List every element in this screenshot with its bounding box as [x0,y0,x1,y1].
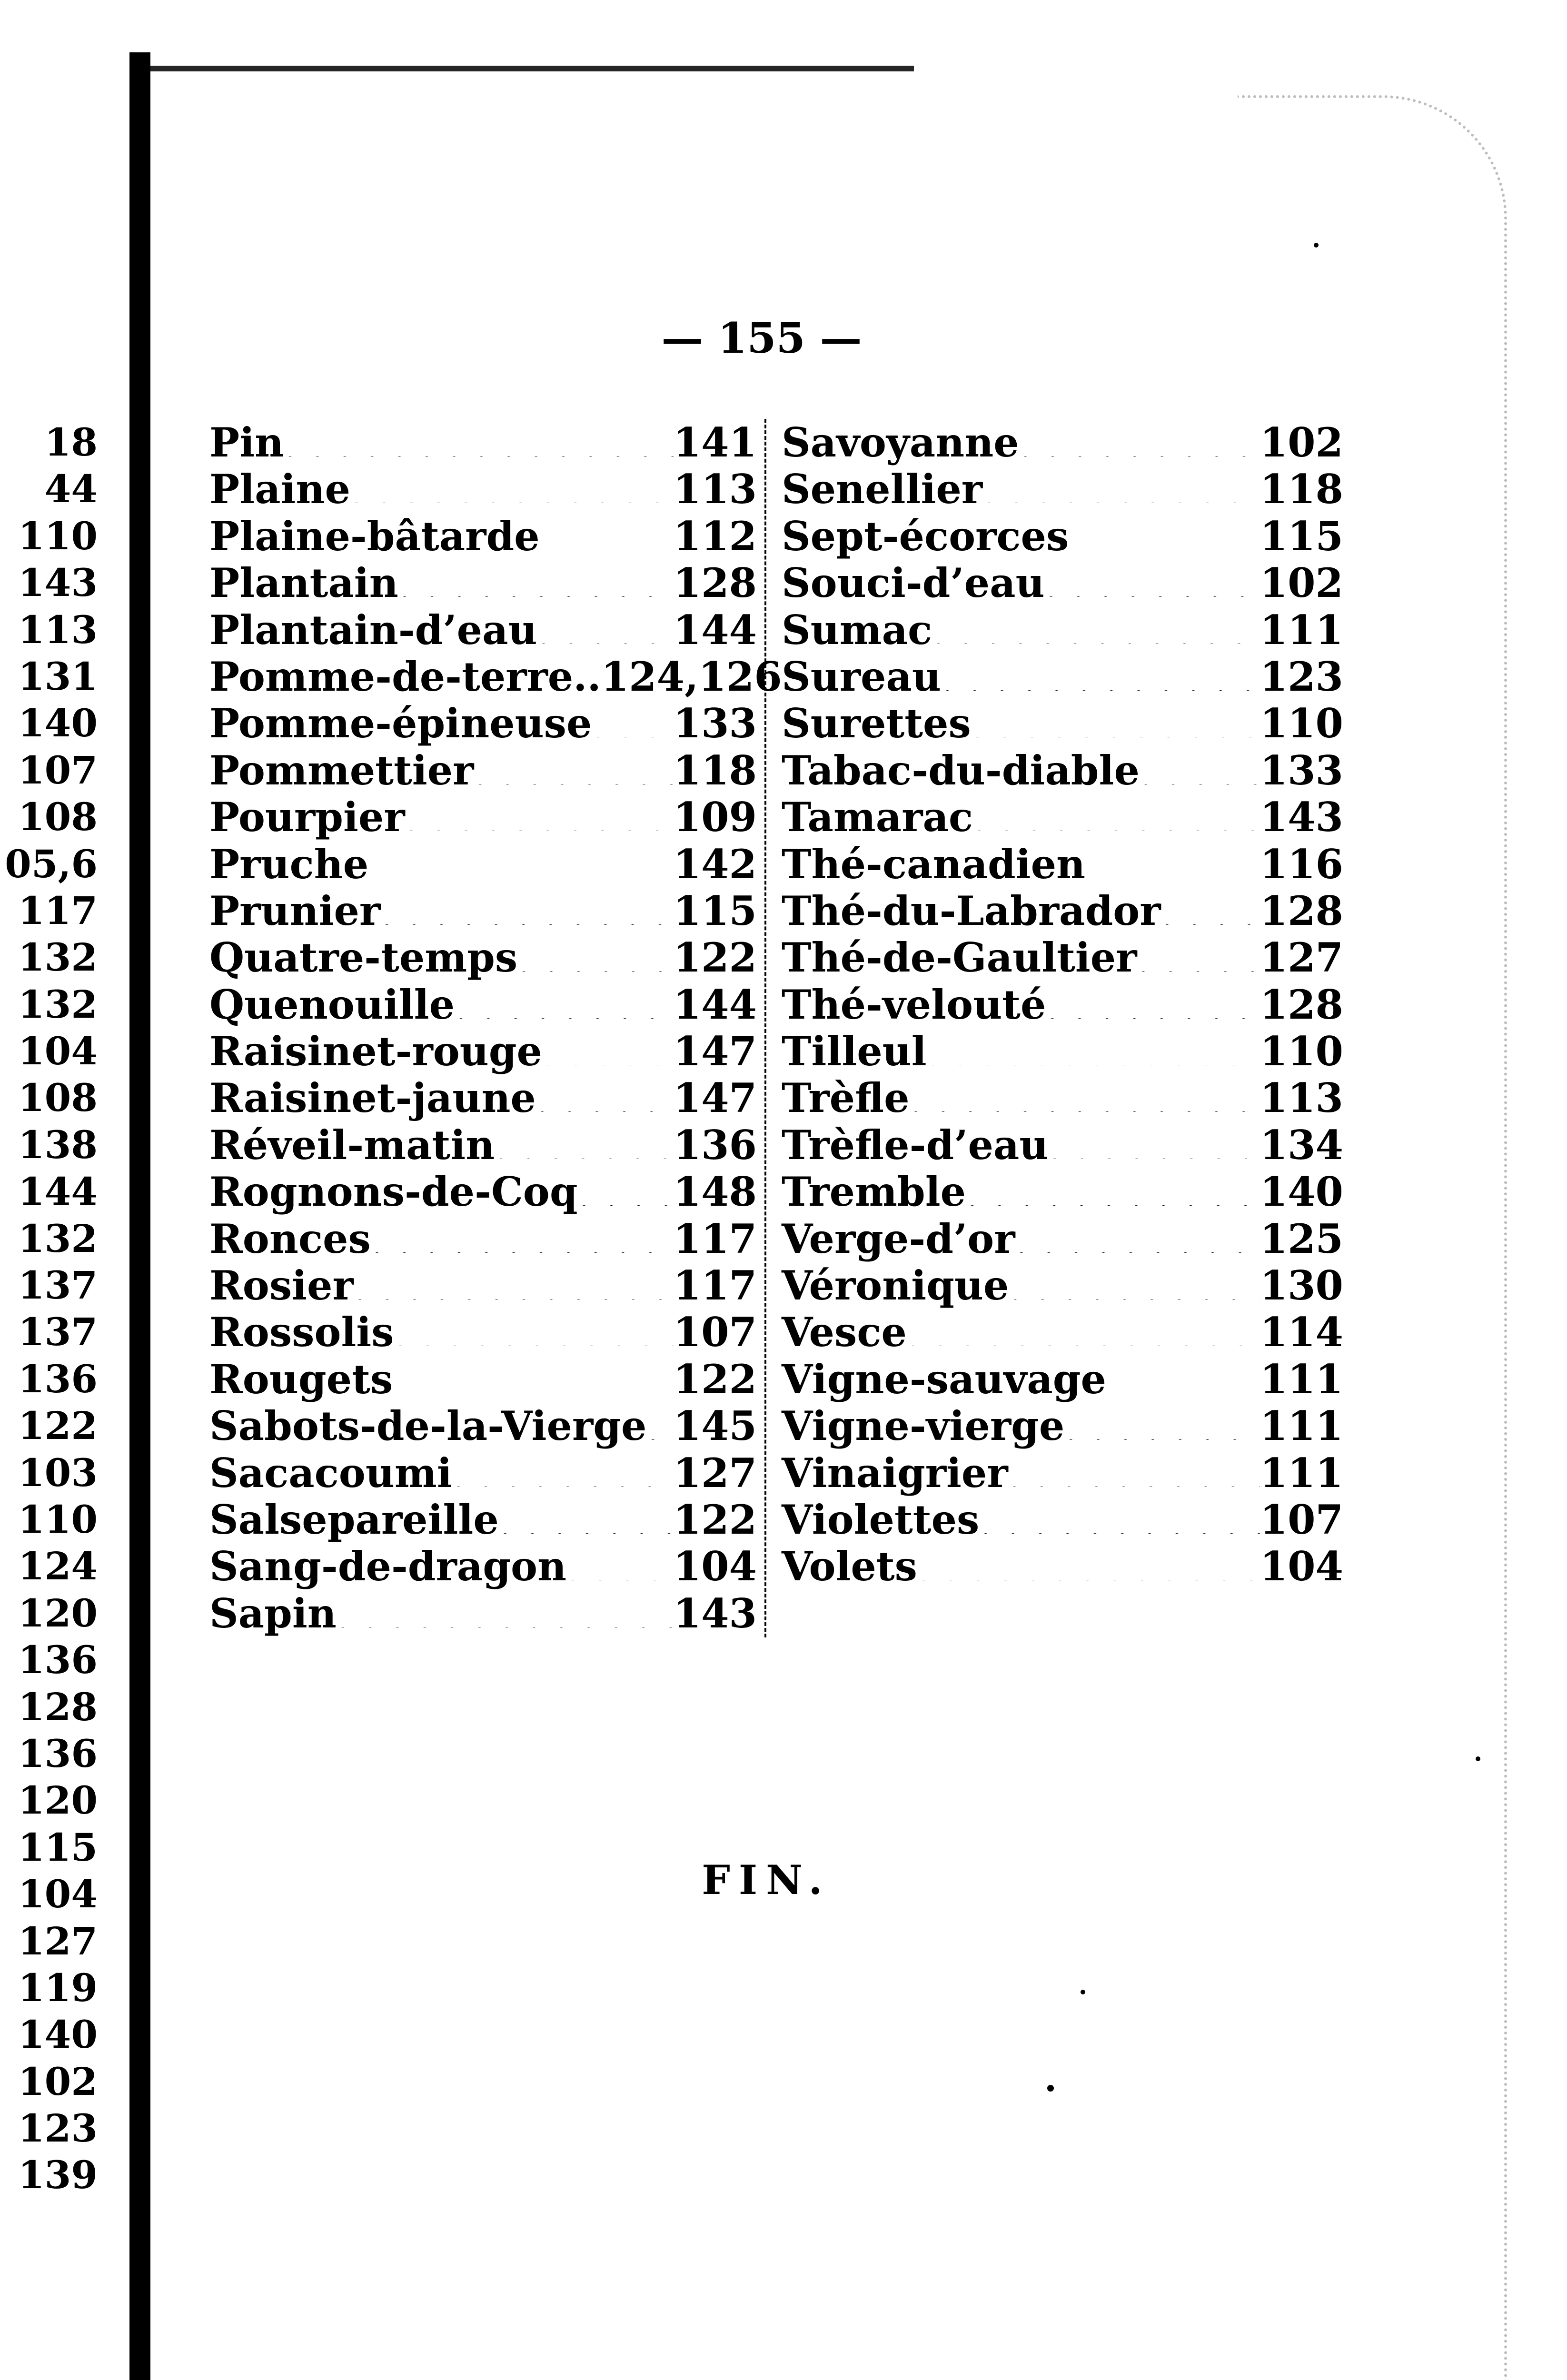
dot-leader [354,1266,674,1299]
entry-page-number: 122 [673,1355,757,1403]
dot-leader [966,1172,1260,1206]
ink-speck [1047,2085,1054,2092]
previous-page-number: 136 [18,1731,98,1776]
entry-name: Souci-d’eau [782,559,1045,607]
entry-name: Senellier [782,466,983,513]
previous-page-number: 139 [18,2152,98,2198]
entry-page-number: 114 [1260,1309,1343,1356]
entry-page-number: 115 [673,887,757,934]
entry-name: Pomme-épineuse [209,700,592,747]
previous-page-number: 137 [18,1309,98,1355]
entry-name: Quatre-temps [209,934,518,982]
dot-leader [393,1360,673,1393]
index-entry [209,1168,757,1215]
dot-leader [455,985,674,1019]
index-entry [782,606,1343,653]
entry-name: Véronique [782,1262,1009,1309]
entry-name: Tabac-du-diable [782,746,1140,794]
entry-page-number: 134 [1260,1121,1343,1169]
page-top-edge [148,66,914,71]
entry-page-number: 111 [1260,1402,1343,1450]
entry-name: Pourpier [209,793,405,841]
entry-page-number: 111 [1260,606,1343,654]
previous-page-number: 107 [18,747,98,793]
dot-leader [537,611,674,644]
index-entry [782,934,1343,981]
entry-page-number: 122 [673,934,757,982]
dot-leader [910,1079,1260,1112]
index-entry [782,1074,1343,1121]
entry-name: Rosier [209,1262,354,1309]
index-entry [209,700,757,746]
dot-leader [592,704,673,737]
entry-page-number: 143 [1260,793,1343,841]
previous-page-number: 132 [18,982,98,1027]
entry-name: Sang-de-dragon [209,1543,567,1590]
entry-name: Vigne-sauvage [782,1355,1106,1403]
dot-leader [517,938,673,972]
index-entry [209,1496,757,1543]
entry-name: Plaine [209,466,350,513]
previous-page-number: 119 [18,1965,98,2010]
entry-page-number: 127 [673,1449,757,1497]
entry-page-number: 128 [1260,887,1343,934]
entry-page-number: 110 [1260,700,1343,747]
entry-page-number: 117 [673,1262,757,1309]
dot-leader [1137,938,1260,972]
previous-page-number: 131 [18,654,98,699]
index-entry [209,466,757,512]
previous-page-number: 05,6 [5,841,98,886]
dot-leader [1106,1360,1260,1393]
entry-name: Trèfle-d’eau [782,1121,1049,1169]
previous-page-number: 132 [18,935,98,980]
index-entry [209,653,782,700]
index-entry [782,1496,1343,1543]
dot-leader [1015,1220,1260,1253]
dot-leader [380,892,673,925]
entry-page-number: 112 [673,512,757,560]
index-entry [209,1356,757,1402]
dot-leader [284,423,674,456]
dot-leader [1064,1407,1260,1440]
entry-name: Thé-canadien [782,840,1086,888]
ink-speck [1081,1990,1085,1994]
entry-page-number: 113 [673,466,757,513]
index-entry [209,419,757,466]
entry-page-number: 141 [673,419,757,466]
index-entry [782,1168,1343,1215]
entry-page-number: 133 [673,700,757,747]
page-number: — 155 — [661,313,862,363]
entry-page-number: 104 [1260,1543,1343,1590]
index-entry [782,466,1343,512]
entry-page-number: 111 [1260,1355,1343,1403]
index-entry [209,793,757,840]
previous-page-number: 44 [44,466,98,512]
index-entry [782,981,1343,1028]
dot-leader [1019,423,1260,456]
entry-name: Sabots-de-la-Vierge [209,1402,647,1450]
dot-leader [1140,751,1260,784]
entry-page-number: 133 [1260,746,1343,794]
previous-page-number: 137 [18,1263,98,1308]
dot-leader [394,1313,674,1346]
column-divider [764,419,769,1637]
index-entry [782,1028,1343,1074]
entry-name: Ronces [209,1215,371,1262]
dot-leader [941,657,1260,691]
entry-page-number: 116 [1260,840,1343,888]
entry-page-number: 126 [698,653,782,700]
index-entry [209,1215,757,1262]
entry-name: Vesce [782,1309,907,1356]
dot-leader [927,1032,1260,1065]
dot-leader [979,1500,1260,1534]
previous-page-number: 138 [18,1122,98,1167]
index-column-left [209,419,782,1637]
dot-leader [1046,985,1260,1019]
entry-name: Sumac [782,606,932,654]
entry-page-number: 125 [1260,1215,1343,1262]
entry-name: Thé-du-Labrador [782,887,1161,934]
entry-name: Plantain [209,559,398,607]
index-entry [782,793,1343,840]
dot-leader [1045,564,1260,597]
dot-leader [973,798,1260,831]
previous-page-number: 140 [18,701,98,746]
entry-page-number: 130 [1260,1262,1343,1309]
entry-name: Violettes [782,1496,980,1543]
previous-page-number: 102 [18,2059,98,2104]
dot-leader [398,564,674,597]
dot-leader [566,1547,674,1580]
previous-page-number: 128 [18,1684,98,1729]
entry-page-number: 122 [673,1496,757,1543]
index-entry [209,887,757,934]
entry-page-number: 143 [673,1589,757,1637]
entry-page-number: 113 [1260,1074,1343,1122]
entry-page-number: 118 [1260,466,1343,513]
entry-name: Réveil-matin [209,1121,495,1169]
dot-leader [971,704,1260,737]
dot-leader [932,611,1260,644]
entry-name: Thé-de-Gaultier [782,934,1137,982]
entry-page-number: 136 [673,1121,757,1169]
index-entry [782,1449,1343,1496]
entry-name: Rougets [209,1355,393,1403]
previous-page-number: 108 [18,1075,98,1121]
entry-name: Sept-écorces [782,512,1069,560]
entry-name: Plaine-bâtarde [209,512,540,560]
entry-name: Trèfle [782,1074,910,1122]
entry-page-number: 127 [1260,934,1343,982]
dot-leader [405,798,674,831]
entry-name: Savoyanne [782,419,1019,466]
entry-page-number: 102 [1260,559,1343,607]
previous-page-number: 103 [18,1450,98,1495]
index-entry [782,700,1343,746]
index-column-right [782,419,1343,1590]
previous-page-number: 144 [18,1169,98,1214]
dot-leader [1008,1454,1260,1487]
entry-name: Sapin [209,1589,337,1637]
entry-name: Pomme-de-terre..124, [209,653,699,700]
previous-page-number: 110 [18,1497,98,1542]
entry-page-number: 109 [673,793,757,841]
previous-page-number: 113 [18,607,98,652]
index-entry [782,513,1343,559]
index-entry [209,513,757,559]
index-entry [209,1309,757,1355]
book-spine [129,52,150,2380]
index-entry [782,653,1343,700]
entry-name: Sacacoumi [209,1449,452,1497]
index-entry [209,1543,757,1589]
entry-page-number: 110 [1260,1028,1343,1075]
dot-leader [1160,892,1260,925]
previous-page-number: 124 [18,1544,98,1589]
index-entry [782,559,1343,606]
entry-page-number: 107 [673,1309,757,1356]
entry-page-number: 147 [673,1028,757,1075]
entry-page-number: 145 [673,1402,757,1450]
entry-page-number: 104 [673,1543,757,1590]
entry-page-number: 144 [673,606,757,654]
previous-page-number: 110 [18,513,98,558]
previous-page-number: 140 [18,2012,98,2057]
previous-page-number: 120 [18,1778,98,1823]
index-entry [209,1028,757,1074]
dot-leader [540,517,674,550]
index-entry [209,1121,757,1168]
dot-leader [536,1079,674,1112]
entry-page-number: 128 [673,559,757,607]
dot-leader [452,1454,674,1487]
previous-page-number: 127 [18,1918,98,1964]
previous-page-number: 117 [18,888,98,933]
index-entry [209,1449,757,1496]
entry-name: Raisinet-rouge [209,1028,542,1075]
dot-leader [1048,1126,1260,1159]
dot-leader [1069,517,1260,550]
entry-page-number: 147 [673,1074,757,1122]
index-entry [782,1309,1343,1355]
entry-page-number: 148 [673,1168,757,1216]
entry-name: Volets [782,1543,917,1590]
previous-page-number: 136 [18,1637,98,1683]
index-entry [209,934,757,981]
dot-leader [907,1313,1260,1346]
entry-page-number: 123 [1260,653,1343,700]
dot-leader [542,1032,674,1065]
ink-speck [1476,1756,1480,1761]
index-entry [782,887,1343,934]
index-entry [782,419,1343,466]
previous-page-number: 143 [18,560,98,605]
entry-page-number: 117 [673,1215,757,1262]
previous-page-number: 122 [18,1403,98,1448]
index-entry [209,1262,757,1309]
entry-name: Raisinet-jaune [209,1074,536,1122]
index-entry [209,1074,757,1121]
dot-leader [1085,845,1260,878]
entry-name: Tremble [782,1168,966,1216]
dot-leader [499,1500,674,1534]
dot-leader [350,470,674,503]
entry-name: Quenouille [209,981,455,1028]
previous-page-number: 18 [44,420,98,465]
index-entry [782,1262,1343,1309]
previous-page-number: 136 [18,1356,98,1401]
ink-speck [1314,243,1319,248]
entry-name: Salsepareille [209,1496,499,1543]
entry-page-number: 142 [673,840,757,888]
dot-leader [646,1407,673,1440]
entry-name: Thé-velouté [782,981,1046,1028]
end-marker: FIN. [702,1856,831,1904]
entry-page-number: 115 [1260,512,1343,560]
dot-leader [474,751,673,784]
previous-page-number: 108 [18,794,98,840]
previous-page-number: 132 [18,1216,98,1261]
index-entry [209,981,757,1028]
entry-name: Plantain-d’eau [209,606,537,654]
dot-leader [337,1594,674,1627]
index-entry [782,1121,1343,1168]
entry-page-number: 102 [1260,419,1343,466]
index-entry [209,841,757,887]
index-entry [782,747,1343,793]
index-entry [209,1402,757,1449]
entry-name: Tamarac [782,793,973,841]
index-entry [209,1590,757,1636]
entry-page-number: 118 [673,746,757,794]
entry-name: Tilleul [782,1028,927,1075]
entry-name: Pommettier [209,746,474,794]
entry-name: Sureau [782,653,941,700]
previous-page-number: 120 [18,1590,98,1636]
entry-page-number: 107 [1260,1496,1343,1543]
index-entry [782,1215,1343,1262]
entry-name: Pruche [209,840,369,888]
dot-leader [368,845,674,878]
entry-name: Rossolis [209,1309,394,1356]
entry-name: Surettes [782,700,971,747]
entry-name: Prunier [209,887,381,934]
entry-page-number: 140 [1260,1168,1343,1216]
previous-page-number: 104 [18,1872,98,1917]
previous-page-column [0,419,98,2199]
entry-name: Pin [209,419,284,466]
dot-leader [1009,1266,1260,1299]
entry-name: Vigne-vierge [782,1402,1065,1450]
entry-name: Vinaigrier [782,1449,1008,1497]
index-entry [209,559,757,606]
previous-page-number: 123 [18,2106,98,2151]
entry-name: Verge-d’or [782,1215,1015,1262]
dot-leader [982,470,1260,503]
index-entry [782,841,1343,887]
index-entry [209,747,757,793]
entry-page-number: 128 [1260,981,1343,1028]
entry-page-number: 144 [673,981,757,1028]
index-entry [782,1543,1343,1589]
previous-page-number: 115 [18,1825,98,1870]
previous-page-number: 104 [18,1029,98,1074]
dot-leader [371,1220,674,1253]
index-entry [209,606,757,653]
dot-leader [917,1547,1260,1580]
dot-leader [578,1172,674,1206]
index-entry [782,1402,1343,1449]
entry-page-number: 111 [1260,1449,1343,1497]
entry-name: Rognons-de-Coq [209,1168,578,1216]
index-entry [782,1356,1343,1402]
dot-leader [495,1126,673,1159]
